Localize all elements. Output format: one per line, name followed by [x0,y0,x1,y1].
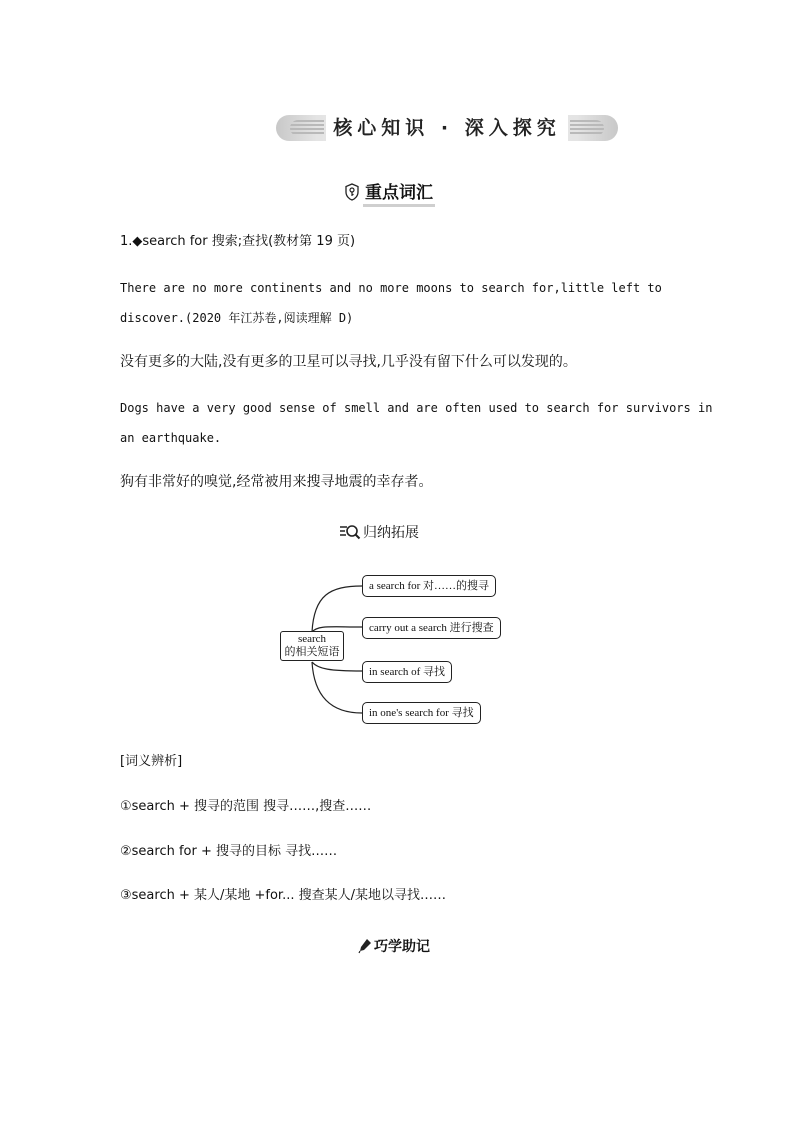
memory-title: 巧学助记 [374,939,430,955]
phrase-node: in search of 寻找 [362,661,452,683]
phrase-node: in one's search for 寻找 [362,702,481,724]
mindmap-root [280,631,344,661]
example1-english-line1: There are no more continents and no more moons to search for,little left to [120,281,662,295]
expand-title: 归纳拓展 [363,525,419,541]
example2-chinese: 狗有非常好的嗅觉,经常被用来搜寻地震的幸存者。 [120,474,433,490]
example1-chinese: 没有更多的大陆,没有更多的卫星可以寻找,几乎没有留下什么可以发现的。 [120,354,577,370]
phrase-mindmap [270,565,530,735]
item-heading: 1.◆search for 搜索;查找(教材第 19 页) [120,234,356,249]
analysis-line: ①search + 搜寻的范围 搜寻……,搜查…… [120,799,372,814]
banner-stripes-left [290,120,324,136]
example2-english-line2: an earthquake. [120,431,222,445]
analysis-line: ③search + 某人/某地 +for... 搜查某人/某地以寻找…… [120,888,446,903]
example1-english-line2: discover.(2020 年江苏卷,阅读理解 D) [120,311,354,325]
root-word: search [297,633,327,645]
root-caption: 的相关短语 [284,646,340,658]
key-icon [344,183,360,201]
analysis-title: [词义辨析] [120,754,183,769]
phrase-node: a search for 对……的搜寻 [362,575,496,597]
section-banner [276,115,618,141]
memory-heading [358,936,430,956]
expand-heading [339,522,419,542]
phrase-node: carry out a search 进行搜查 [362,617,501,639]
example2-english-line1: Dogs have a very good sense of smell and are often used to search for survivors in [120,401,713,415]
banner-stripes-right [570,120,604,136]
pen-icon [358,938,372,954]
analysis-line: ②search for + 搜寻的目标 寻找…… [120,844,338,859]
section-title: 重点词汇 [363,178,435,207]
section-heading [344,181,435,203]
magnifier-icon [339,523,361,541]
banner-title: 核心知识 · 深入探究 [326,115,568,141]
